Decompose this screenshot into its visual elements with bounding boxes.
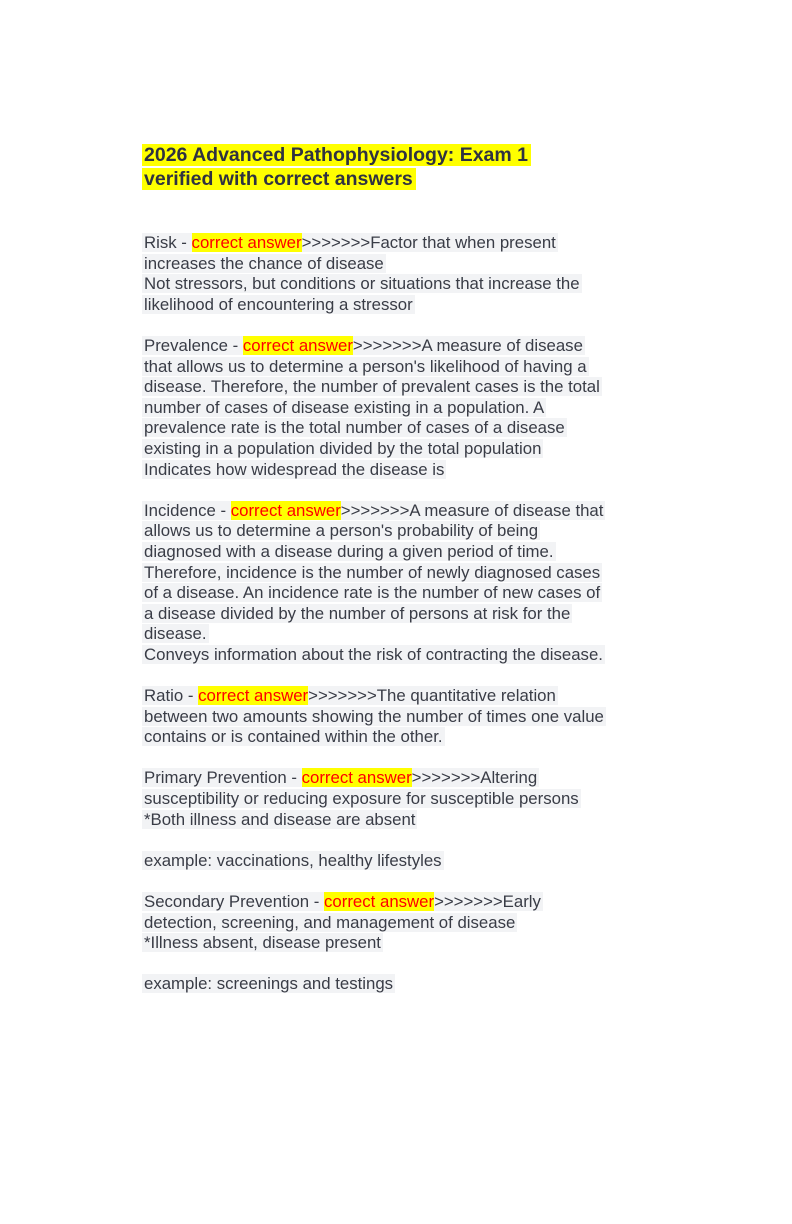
qa-text: of a disease. An incidence rate is the number of new cases of <box>144 583 601 603</box>
text-line-highlight <box>142 295 415 314</box>
qa-text: Conveys information about the risk of contracting the disease. <box>144 644 603 664</box>
text-line-highlight <box>142 727 445 746</box>
correct-answer-highlight: correct answer <box>198 686 309 706</box>
correct-answer-highlight: correct answer <box>324 892 435 911</box>
qa-line <box>142 563 792 584</box>
blank-line <box>142 830 792 851</box>
text-line-highlight <box>142 418 567 437</box>
blank-line <box>142 954 792 975</box>
qa-line <box>142 357 792 378</box>
qa-text: Therefore, incidence is the number of newly diagnosed cases <box>144 562 601 582</box>
qa-line <box>142 583 792 604</box>
qa-line <box>142 604 792 625</box>
qa-text: a disease divided by the number of persons at risk for the <box>144 603 571 623</box>
correct-answer-highlight: correct answer <box>301 768 412 788</box>
qa-text: contains or is contained within the other. <box>144 727 443 747</box>
qa-entry <box>142 336 792 480</box>
qa-text: disease. Therefore, the number of prevalent cases is the total <box>144 377 600 397</box>
qa-line <box>142 521 792 542</box>
qa-line <box>142 501 792 522</box>
correct-answer-highlight: correct answer <box>191 233 302 252</box>
qa-text: >>>>>>>Altering <box>411 768 538 788</box>
qa-text: Risk - <box>144 233 192 252</box>
qa-line <box>142 810 792 831</box>
text-line-highlight <box>142 398 546 417</box>
qa-line <box>142 686 792 707</box>
text-line-highlight <box>142 707 606 726</box>
qa-line <box>142 542 792 563</box>
qa-text: >>>>>>>Factor that when present <box>301 233 556 252</box>
page-title <box>142 143 792 191</box>
qa-text: likelihood of encountering a stressor <box>144 294 413 314</box>
text-line-highlight <box>142 913 517 932</box>
text-line-highlight <box>142 521 540 540</box>
qa-entry <box>142 892 792 995</box>
qa-entry <box>142 233 792 315</box>
text-line-highlight <box>142 604 572 623</box>
page-title-line <box>142 143 792 167</box>
qa-line <box>142 645 792 666</box>
qa-text: number of cases of disease existing in a population. A <box>144 397 545 417</box>
qa-text: Secondary Prevention - <box>144 892 325 911</box>
qa-line <box>142 789 792 810</box>
qa-text: increases the chance of disease <box>144 253 384 273</box>
text-line-highlight <box>142 501 605 520</box>
qa-line <box>142 624 792 645</box>
qa-entry <box>142 686 792 748</box>
qa-line <box>142 892 792 913</box>
qa-line <box>142 727 792 748</box>
qa-text: prevalence rate is the total number of cases of a disease <box>144 418 565 438</box>
qa-text: Incidence - <box>144 500 231 520</box>
qa-line <box>142 274 792 295</box>
title-highlight: verified with correct answers <box>142 168 416 190</box>
qa-text: *Both illness and disease are absent <box>144 809 416 829</box>
qa-text: example: screenings and testings <box>144 974 394 994</box>
text-line-highlight <box>142 336 585 355</box>
correct-answer-highlight: correct answer <box>242 335 353 355</box>
text-line-highlight <box>142 645 605 664</box>
qa-text: Not stressors, but conditions or situations that increase the <box>144 274 580 294</box>
qa-text: susceptibility or reducing exposure for susceptible persons <box>144 789 579 809</box>
text-line-highlight <box>142 686 558 705</box>
text-line-highlight <box>142 583 602 602</box>
qa-line <box>142 707 792 728</box>
qa-text: diagnosed with a disease during a given period of time. <box>144 541 554 561</box>
qa-text: example: vaccinations, healthy lifestyles <box>144 850 442 870</box>
qa-line <box>142 398 792 419</box>
title-highlight: 2026 Advanced Pathophysiology: Exam 1 <box>142 144 531 166</box>
qa-line <box>142 974 792 995</box>
text-line-highlight <box>142 254 386 273</box>
qa-text: Indicates how widespread the disease is <box>144 459 445 479</box>
text-line-highlight <box>142 974 395 993</box>
text-line-highlight <box>142 851 444 870</box>
qa-line <box>142 851 792 872</box>
text-line-highlight <box>142 768 539 787</box>
qa-text: >>>>>>>A measure of disease that <box>340 500 604 520</box>
qa-text: Primary Prevention - <box>144 768 302 788</box>
text-line-highlight <box>142 624 209 643</box>
qa-line <box>142 336 792 357</box>
text-line-highlight <box>142 233 558 252</box>
qa-text: detection, screening, and management of disease <box>144 912 516 932</box>
qa-text: >>>>>>>Early <box>434 892 541 911</box>
qa-line <box>142 913 792 934</box>
text-line-highlight <box>142 933 383 952</box>
qa-entry <box>142 768 792 871</box>
qa-entry <box>142 501 792 666</box>
qa-line <box>142 233 792 254</box>
qa-text: Ratio - <box>144 686 199 706</box>
qa-text: existing in a population divided by the total population <box>144 438 542 458</box>
qa-line <box>142 439 792 460</box>
text-line-highlight <box>142 892 543 911</box>
page-title-line <box>142 167 792 191</box>
text-line-highlight <box>142 563 602 582</box>
qa-text: allows us to determine a person's probability of being <box>144 521 539 541</box>
qa-text: disease. <box>144 624 207 644</box>
text-line-highlight <box>142 460 446 479</box>
qa-text: >>>>>>>The quantitative relation <box>308 686 556 706</box>
text-line-highlight <box>142 439 543 458</box>
qa-text: that allows us to determine a person's likelihood of having a <box>144 356 587 376</box>
qa-line <box>142 418 792 439</box>
qa-line <box>142 460 792 481</box>
qa-text: Prevalence - <box>144 335 243 355</box>
qa-text: >>>>>>>A measure of disease <box>352 335 583 355</box>
qa-text: between two amounts showing the number of times one value <box>144 706 604 726</box>
qa-line <box>142 295 792 316</box>
text-line-highlight <box>142 357 589 376</box>
text-line-highlight <box>142 377 602 396</box>
text-line-highlight <box>142 810 417 829</box>
text-line-highlight <box>142 789 581 808</box>
correct-answer-highlight: correct answer <box>230 500 341 520</box>
qa-list <box>142 233 792 995</box>
text-line-highlight <box>142 274 582 293</box>
text-line-highlight <box>142 542 556 561</box>
qa-line <box>142 377 792 398</box>
qa-line <box>142 933 792 954</box>
qa-text: *Illness absent, disease present <box>144 933 381 953</box>
qa-line <box>142 768 792 789</box>
qa-line <box>142 254 792 275</box>
